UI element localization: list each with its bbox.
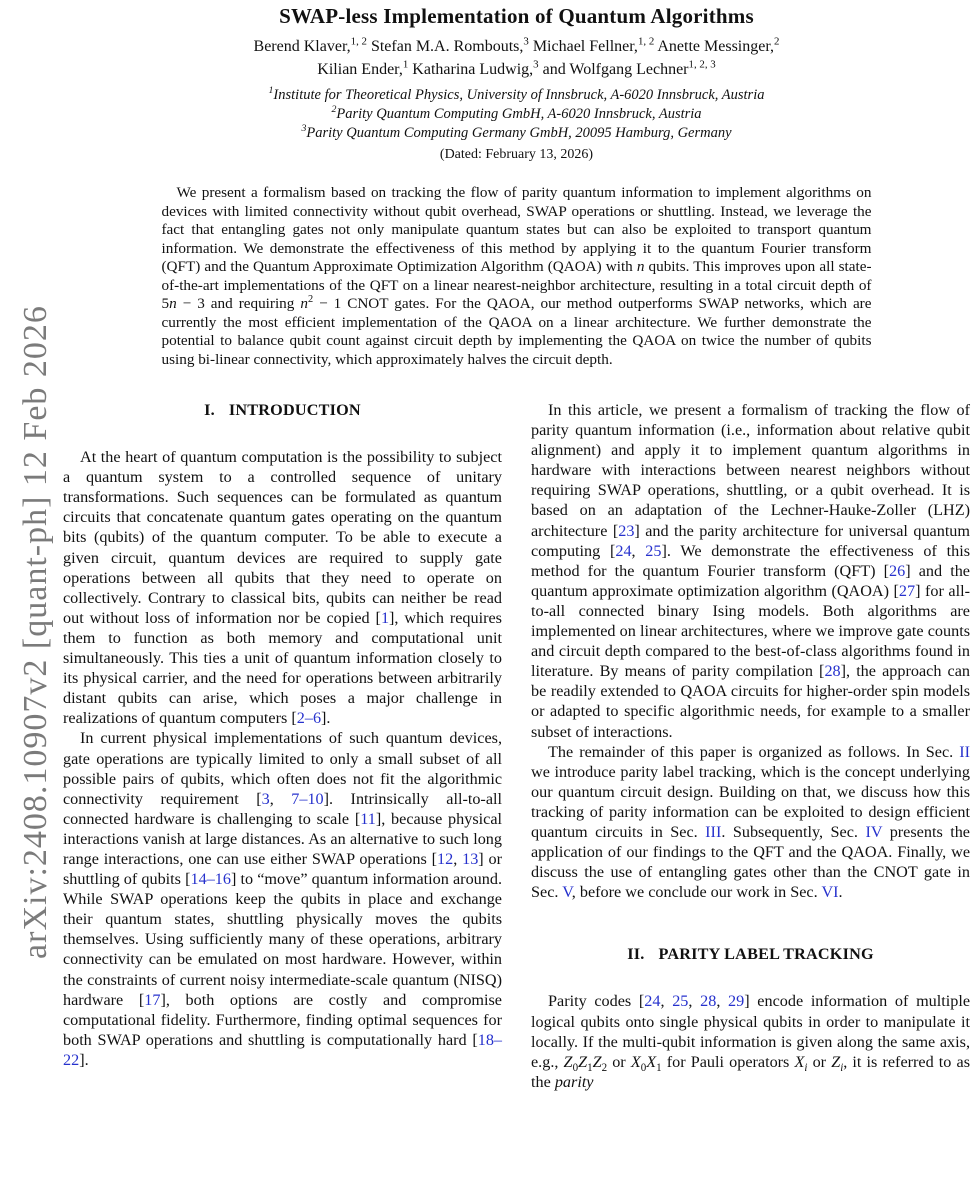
abstract xyxy=(162,184,872,369)
emphasis-text: parity xyxy=(554,1072,594,1091)
section-number: I. xyxy=(204,401,215,419)
citation-link[interactable]: 27 xyxy=(898,581,916,600)
superscript: 1 xyxy=(402,58,409,71)
paper-content xyxy=(63,0,970,1092)
dated-line: (Dated: February 13, 2026) xyxy=(439,147,594,162)
subscript: 1 xyxy=(587,1061,593,1074)
affiliation-3: $^3$Parity Quantum Computing Germany GmbH, 20095 Hamburg, Germany xyxy=(301,123,732,141)
subscript: i xyxy=(840,1061,844,1074)
right-column xyxy=(531,400,970,1092)
affiliation-2: $^2$Parity Quantum Computing GmbH, A-6020 Innsbruck, Austria xyxy=(331,104,702,122)
section-number: II. xyxy=(627,945,645,964)
affiliation-list xyxy=(63,86,970,143)
citation-link[interactable]: 18–22 xyxy=(63,1030,502,1069)
citation-link[interactable]: 23 xyxy=(618,521,635,540)
superscript: 2 xyxy=(774,35,780,48)
citation-link[interactable]: 24 xyxy=(615,541,632,560)
superscript: 2 xyxy=(307,293,314,305)
citation-link[interactable]: 2–6 xyxy=(296,709,322,728)
math-symbol: X xyxy=(794,1052,805,1071)
citation-link[interactable]: 29 xyxy=(728,992,745,1011)
citation-link[interactable]: II xyxy=(959,742,970,761)
paragraph: The remainder of this paper is organized as follows. In Sec. II we introduce parity label tracking, which is the concept underlying our quantum circuit design. Building on that, we discuss how this tracking of parity information can be exploited to design efficient quantum circuits in Sec. III. Subsequently, Sec. IV presents the application of our findings to the QFT and the QAOA. Finally, we discuss the use of entangling gates other than the CNOT gate in Sec. V, before we conclude our work in Sec. VI. xyxy=(531,742,970,902)
superscript: 3 xyxy=(523,35,529,48)
author-line-2: Kilian Ender,$^1$ Katharina Ludwig,$^3$ and Wolfgang Lechner$^{1, 2, 3}$ xyxy=(317,58,716,78)
citation-link[interactable]: 26 xyxy=(889,561,906,580)
math-symbol: Z xyxy=(563,1052,573,1071)
superscript: 3 xyxy=(301,123,307,135)
abstract-text: We present a formalism based on tracking the flow of parity quantum information to implement algorithms on devices with limited connectivity without qubit overhead, SWAP operations or shuttling. Instead, we leverage the fact that entangling gates not only manipulate quantum states but can also be exploited to transport quantum information. We demonstrate the effectiveness of this method by applying it to the quantum Fourier transform (QFT) and the Quantum Approximate Optimization Algorithm (QAOA) with n qubits. This improves upon all state-of-the-art implementations of the QFT on a linear nearest-neighbor architecture, resulting in a total circuit depth of 5n − 3 and requiring $n^2 - 1$ CNOT gates. For the QAOA, our method outperforms SWAP networks, which are currently the most efficient implementation of the QAOA on a linear architecture. We further demonstrate the potential to balance qubit count against circuit depth by implementing the QAOA on twice the number of qubits using bi-linear connectivity, which approximately halves the circuit depth. xyxy=(161,184,872,368)
citation-link[interactable]: 12 xyxy=(437,849,454,868)
affiliation-1: $^1$Institute for Theoretical Physics, University of Innsbruck, A-6020 Innsbruck, Austria xyxy=(268,85,765,103)
citation-link[interactable]: 28 xyxy=(700,992,717,1011)
citation-link[interactable]: 25 xyxy=(645,541,662,560)
section-heading-introduction xyxy=(63,400,502,420)
math-symbol: Z xyxy=(592,1052,602,1071)
math-symbol: X xyxy=(630,1052,641,1071)
subscript: 1 xyxy=(656,1061,662,1074)
math-symbol: Z xyxy=(578,1052,588,1071)
superscript: 3 xyxy=(533,58,539,71)
arxiv-watermark: arXiv:2408.10907v2 [quant-ph] 12 Feb 2026 xyxy=(17,305,54,959)
citation-link[interactable]: 28 xyxy=(824,662,841,681)
citation-link[interactable]: VI xyxy=(821,883,839,902)
citation-link[interactable]: IV xyxy=(865,822,883,841)
superscript: 1 xyxy=(268,85,274,97)
citation-link[interactable]: III xyxy=(705,822,722,841)
section-heading-parity-label-tracking xyxy=(531,944,970,964)
math-symbol: Z xyxy=(831,1052,841,1071)
section-title: INTRODUCTION xyxy=(228,401,361,419)
paragraph: Parity codes [24, 25, 28, 29] encode information of multiple logical qubits onto single physical qubits in order to manipulate it locally. If the multi-qubit information is given along the same axis, e.g., $Z_0Z_1Z_2$ or $X_0X_1$ for Pauli operators $X_i$ or $Z_i$, it is referred to as the parity xyxy=(531,992,971,1091)
math-symbol: X xyxy=(646,1052,657,1071)
citation-link[interactable]: 7–10 xyxy=(291,789,324,808)
paper-header xyxy=(63,4,970,163)
citation-link[interactable]: 17 xyxy=(144,990,161,1009)
citation-link[interactable]: 24 xyxy=(644,992,661,1011)
citation-link[interactable]: 14–16 xyxy=(190,870,231,889)
paragraph: In current physical implementations of such quantum devices, gate operations are typically limited to only a small subset of all possible pairs of qubits, which often does not fit the algorithmic connectivity requirement [3, 7–10]. Intrinsically all-to-all connected hardware is challenging to scale [11], because physical interactions vanish at large distances. As an alternative to such long range interactions, one can use either SWAP operations [12, 13] or shuttling of qubits [14–16] to “move” quantum information around. While SWAP operations keep the qubits in place and exchange their quantum states, shuttling physically moves the qubits themselves. Using sufficiently many of these operations, arbitrary connectivity can be emulated on most hardware. However, within the constraints of current noisy intermediate-scale quantum (NISQ) hardware [17], both options are costly and compromise computational fidelity. Furthermore, finding optimal sequences for both SWAP operations and shuttling is computationally hard [18–22]. xyxy=(63,729,503,1069)
superscript: 1, 2, 3 xyxy=(688,58,716,71)
math-symbol: n xyxy=(300,295,308,312)
citation-link[interactable]: 11 xyxy=(360,809,376,828)
superscript: 1, 2 xyxy=(637,35,655,48)
math-symbol: n xyxy=(636,258,645,275)
citation-link[interactable]: 1 xyxy=(380,608,390,627)
subscript: i xyxy=(804,1061,808,1074)
citation-link[interactable]: 13 xyxy=(462,849,479,868)
citation-link[interactable]: 3 xyxy=(261,789,270,808)
citation-link[interactable]: 25 xyxy=(672,992,689,1011)
superscript: 1, 2 xyxy=(350,35,367,48)
paper-title: SWAP-less Implementation of Quantum Algorithms xyxy=(279,4,754,28)
two-column-body xyxy=(63,400,970,1092)
subscript: 0 xyxy=(572,1061,579,1074)
section-title: PARITY LABEL TRACKING xyxy=(658,945,874,964)
author-list xyxy=(63,35,970,81)
citation-link[interactable]: V xyxy=(562,883,572,902)
left-column xyxy=(63,400,502,1092)
author-line-1: Berend Klaver,$^{1, 2}$ Stefan M.A. Rombouts,$^3$ Michael Fellner,$^{1, 2}$ Anette Messinger,$^2$ xyxy=(253,35,780,55)
paragraph: In this article, we present a formalism of tracking the flow of parity quantum information (i.e., information about relative qubit alignment) and apply it to implement quantum algorithms in hardware with interactions between nearest neighbors without requiring SWAP operations, shuttling, or a qubit overhead. It is based on an adaptation of the Lechner-Hauke-Zoller (LHZ) architecture [23] and the parity architecture for universal quantum computing [24, 25]. We demonstrate the effectiveness of this method for the quantum Fourier transform (QFT) [26] and the quantum approximate optimization algorithm (QAOA) [27] for all-to-all connected binary Ising models. Both algorithms are implemented on linear architectures, where we improve gate counts and circuit depth compared to the best-of-class algorithms found in literature. By means of parity compilation [28], the approach can be readily extended to QAOA circuits for higher-order spin models or adapted to specific algorithmic needs, for example to a smaller subset of interactions. xyxy=(531,401,971,741)
superscript: 2 xyxy=(331,104,337,116)
subscript: 0 xyxy=(640,1061,647,1074)
math-symbol: n xyxy=(169,295,177,312)
paragraph: At the heart of quantum computation is the possibility to subject a quantum system to a controlled sequence of unitary transformations. Such sequences can be formulated as quantum circuits that concatenate quantum gates operating on the quantum bits (qubits) of the quantum computer. To be able to execute a given circuit, quantum devices are required to supply gate operations between all qubits that they need to operate on collectively. Contrary to classical bits, qubits can neither be read out without loss of information nor be copied [1], which requires them to function as both memory and computational unit simultaneously. This ties a unit of quantum information closely to its physical carrier, and the need for operations between arbitrarily distant qubits can arise, which poses a major challenge in realizations of quantum computers [2–6]. xyxy=(63,448,502,728)
subscript: 2 xyxy=(601,1061,608,1074)
